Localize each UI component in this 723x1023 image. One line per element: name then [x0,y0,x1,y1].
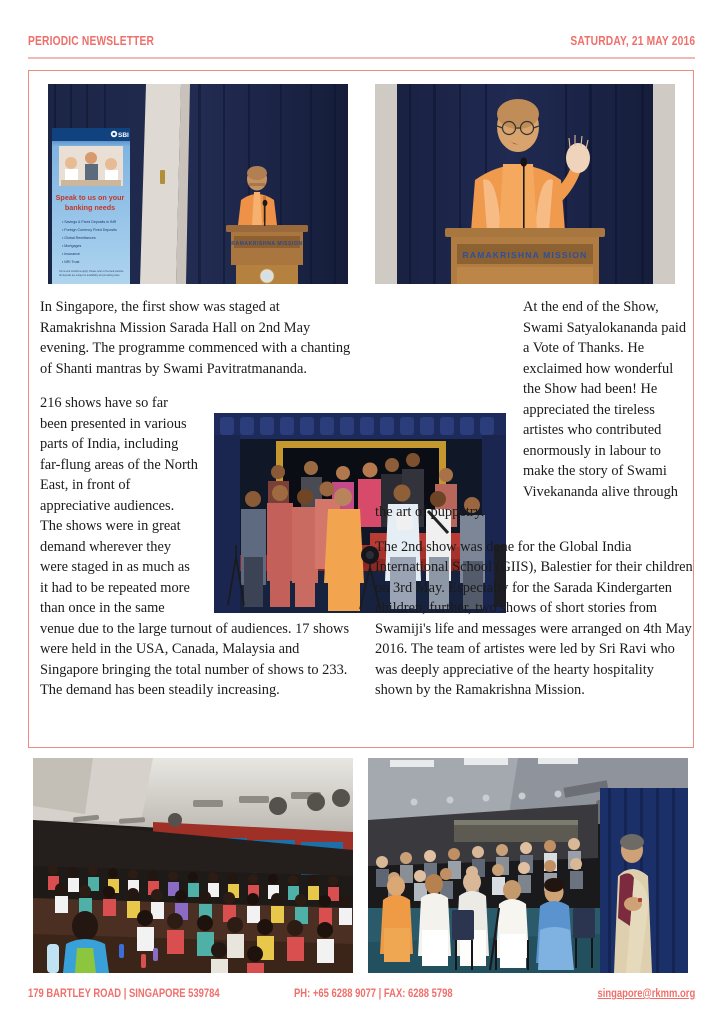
center-photo-wrap-shim [375,297,523,497]
svg-text:• Insurance: • Insurance [62,252,81,256]
footer-address: 179 BARTLEY ROAD | SINGAPORE 539784 [28,988,220,1000]
svg-text:All deposits are subject to av: All deposits are subject to availability and prevailing rates. [59,274,121,277]
photo-speaker-at-podium [48,84,348,284]
svg-text:SBI: SBI [118,132,129,139]
svg-text:• Mortgages: • Mortgages [62,244,82,248]
svg-text:• Foreign Currency Fixed Depos: • Foreign Currency Fixed Deposits [62,228,117,232]
article-right-column [375,297,693,737]
paragraph-left-1: In Singapore, the first show was staged at Ramakrishna Mission Sarada Hall on 2nd May evening. The programme commenced with a chanting of Shanti mantras by Swami Pavitratmananda. [40,299,351,377]
footer [28,988,695,1006]
issue-date: SATURDAY, 21 MAY 2016 [570,34,695,48]
svg-text:• NRI Trust: • NRI Trust [62,260,80,264]
paragraph-left-2: 216 shows have so far been presented in various parts of India, including far-flung areas of the North East, in front of appreciative audiences. The shows were in great demand wherever they were staged in as much as it had to be repeated more than once in the same venue due to the large turnout of audiences. 17 shows were held in the USA, Canada, Malaysia and Singapore bringing the total number of shows to 233. The demand has been steadily increasing. [40,393,358,701]
photo-adult-audience [368,758,688,973]
svg-text:banking needs: banking needs [64,203,116,212]
paragraph-right-1: At the end of the Show, Swami Satyalokananda paid a Vote of Thanks. He exclaimed how wonderful the Show had been! He appreciated the tireless artistes who contributed enormously in labour to make the story of Swami Vivekananda alive through the art of puppetry. [375,299,687,520]
paragraph-right-2: The 2nd show was done for the Global India International School (GIIS), Balestier for their children on 3rd May. Especially for the Sarada Kindergarten children, further, two shows of short stories from Swamiji's life and messages were arranged on 4th May 2016. The team of artistes were led by Sri Ravi who was deeply appreciative of the hearty hospitality shown by the Ramakrishna Mission. [375,538,693,698]
svg-text:• Savings & Fixed Deposits in: • Savings & Fixed Deposits in INR [62,220,117,224]
masthead [28,30,695,52]
photo-children-audience-hall [33,758,353,973]
footer-contact: PH: +65 6288 9077 | FAX: 6288 5798 [294,988,453,1000]
article-left-column [40,297,358,737]
footer-email-link[interactable]: singapore@rkmm.org [597,988,695,1000]
svg-text:RAMAKRISHNA MISSION: RAMAKRISHNA MISSION [231,241,303,247]
page-title: PERIODIC NEWSLETTER [28,34,155,48]
photo-monk-waving [375,84,675,284]
svg-text:Speak to us on your: Speak to us on your [55,193,125,202]
svg-text:Terms and conditions apply. Pl: Terms and conditions apply. Please refer to the bank website. [59,270,124,273]
svg-text:• Global Remittances: • Global Remittances [62,236,96,240]
svg-text:RAMAKRISHNA MISSION: RAMAKRISHNA MISSION [462,250,588,260]
center-photo-wrap-shim [198,393,358,611]
header-divider [28,57,695,59]
